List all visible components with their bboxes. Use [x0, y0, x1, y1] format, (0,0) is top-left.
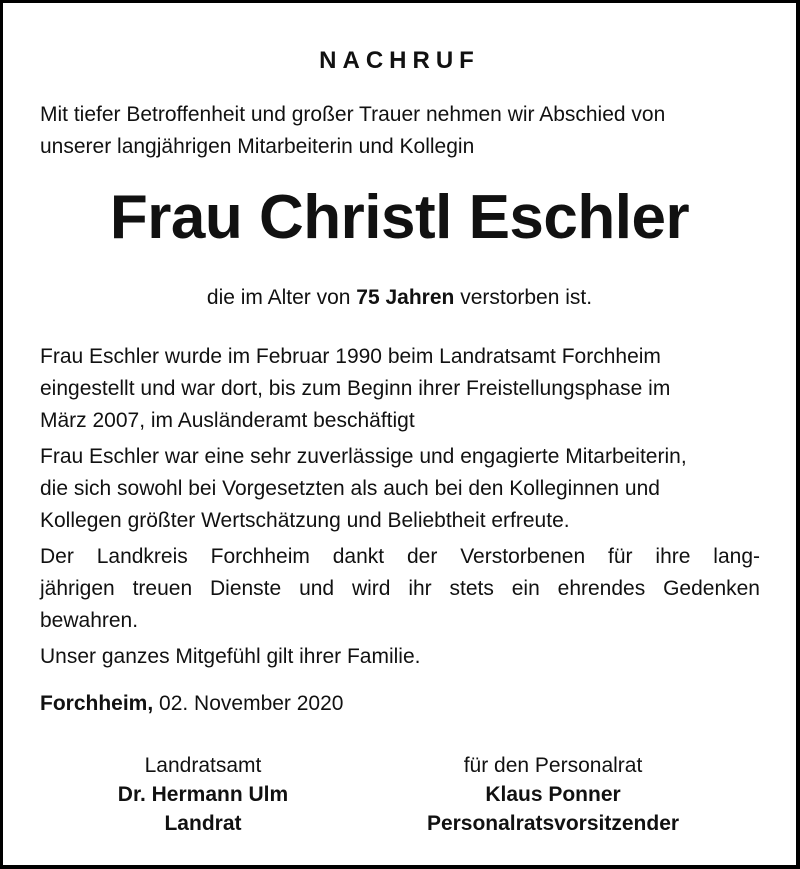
place: Forchheim,: [40, 692, 154, 715]
deceased-name: Frau Christl Eschler: [109, 183, 690, 252]
paragraph-line: Kollegen größter Wertschätzung und Beliebtheit erfreute.: [40, 509, 570, 532]
paragraph-line: eingestellt und war dort, bis zum Beginn ihrer Freistellungsphase im: [40, 377, 671, 400]
paragraph-line: die sich sowohl bei Vorgesetzten als auch bei den Kolleginnen und: [40, 477, 660, 500]
age-prefix: die im Alter von: [206, 286, 357, 309]
age-line: [3, 282, 796, 314]
date: 02. November 2020: [153, 692, 344, 715]
paragraph-line: Der Landkreis Forchheim dankt der Verstorbenen für ihre lang-: [40, 545, 760, 568]
paragraph-line: jährigen treuen Dienste und wird ihr stets ein ehrendes Gedenken: [40, 577, 760, 600]
intro-text: [40, 99, 665, 163]
signature-name: Dr. Hermann Ulm: [117, 783, 289, 806]
signature-personalrat: [383, 751, 723, 838]
paragraph-employment: [40, 341, 670, 437]
signature-landratsamt: [63, 751, 343, 838]
paragraph-line: März 2007, im Ausländeramt beschäftigt: [40, 409, 415, 432]
paragraph-line: Frau Eschler war eine sehr zuverlässige und engagierte Mitarbeiterin,: [40, 445, 687, 468]
signature-role: Personalratsvorsitzender: [426, 812, 680, 835]
signature-name: Klaus Ponner: [485, 783, 621, 806]
notice-heading: NACHRUF: [319, 47, 480, 74]
paragraph-line: Unser ganzes Mitgefühl gilt ihrer Familie.: [40, 645, 421, 668]
signature-role: Landrat: [164, 812, 242, 835]
paragraph-line: Frau Eschler wurde im Februar 1990 beim Landratsamt Forchheim: [40, 345, 661, 368]
signature-organization: für den Personalrat: [463, 754, 643, 777]
signature-organization: Landratsamt: [144, 754, 262, 777]
age-suffix: verstorben ist.: [454, 286, 593, 309]
paragraph-gratitude: [40, 541, 760, 637]
age-value: 75 Jahren: [356, 286, 455, 309]
intro-line-2: unserer langjährigen Mitarbeiterin und Kollegin: [40, 135, 475, 158]
paragraph-condolence: [40, 641, 420, 673]
paragraph-appreciation: [40, 441, 687, 537]
intro-line-1: Mit tiefer Betroffenheit und großer Trauer nehmen wir Abschied von: [40, 103, 666, 126]
paragraph-line: bewahren.: [40, 609, 139, 632]
place-and-date: [40, 688, 343, 720]
